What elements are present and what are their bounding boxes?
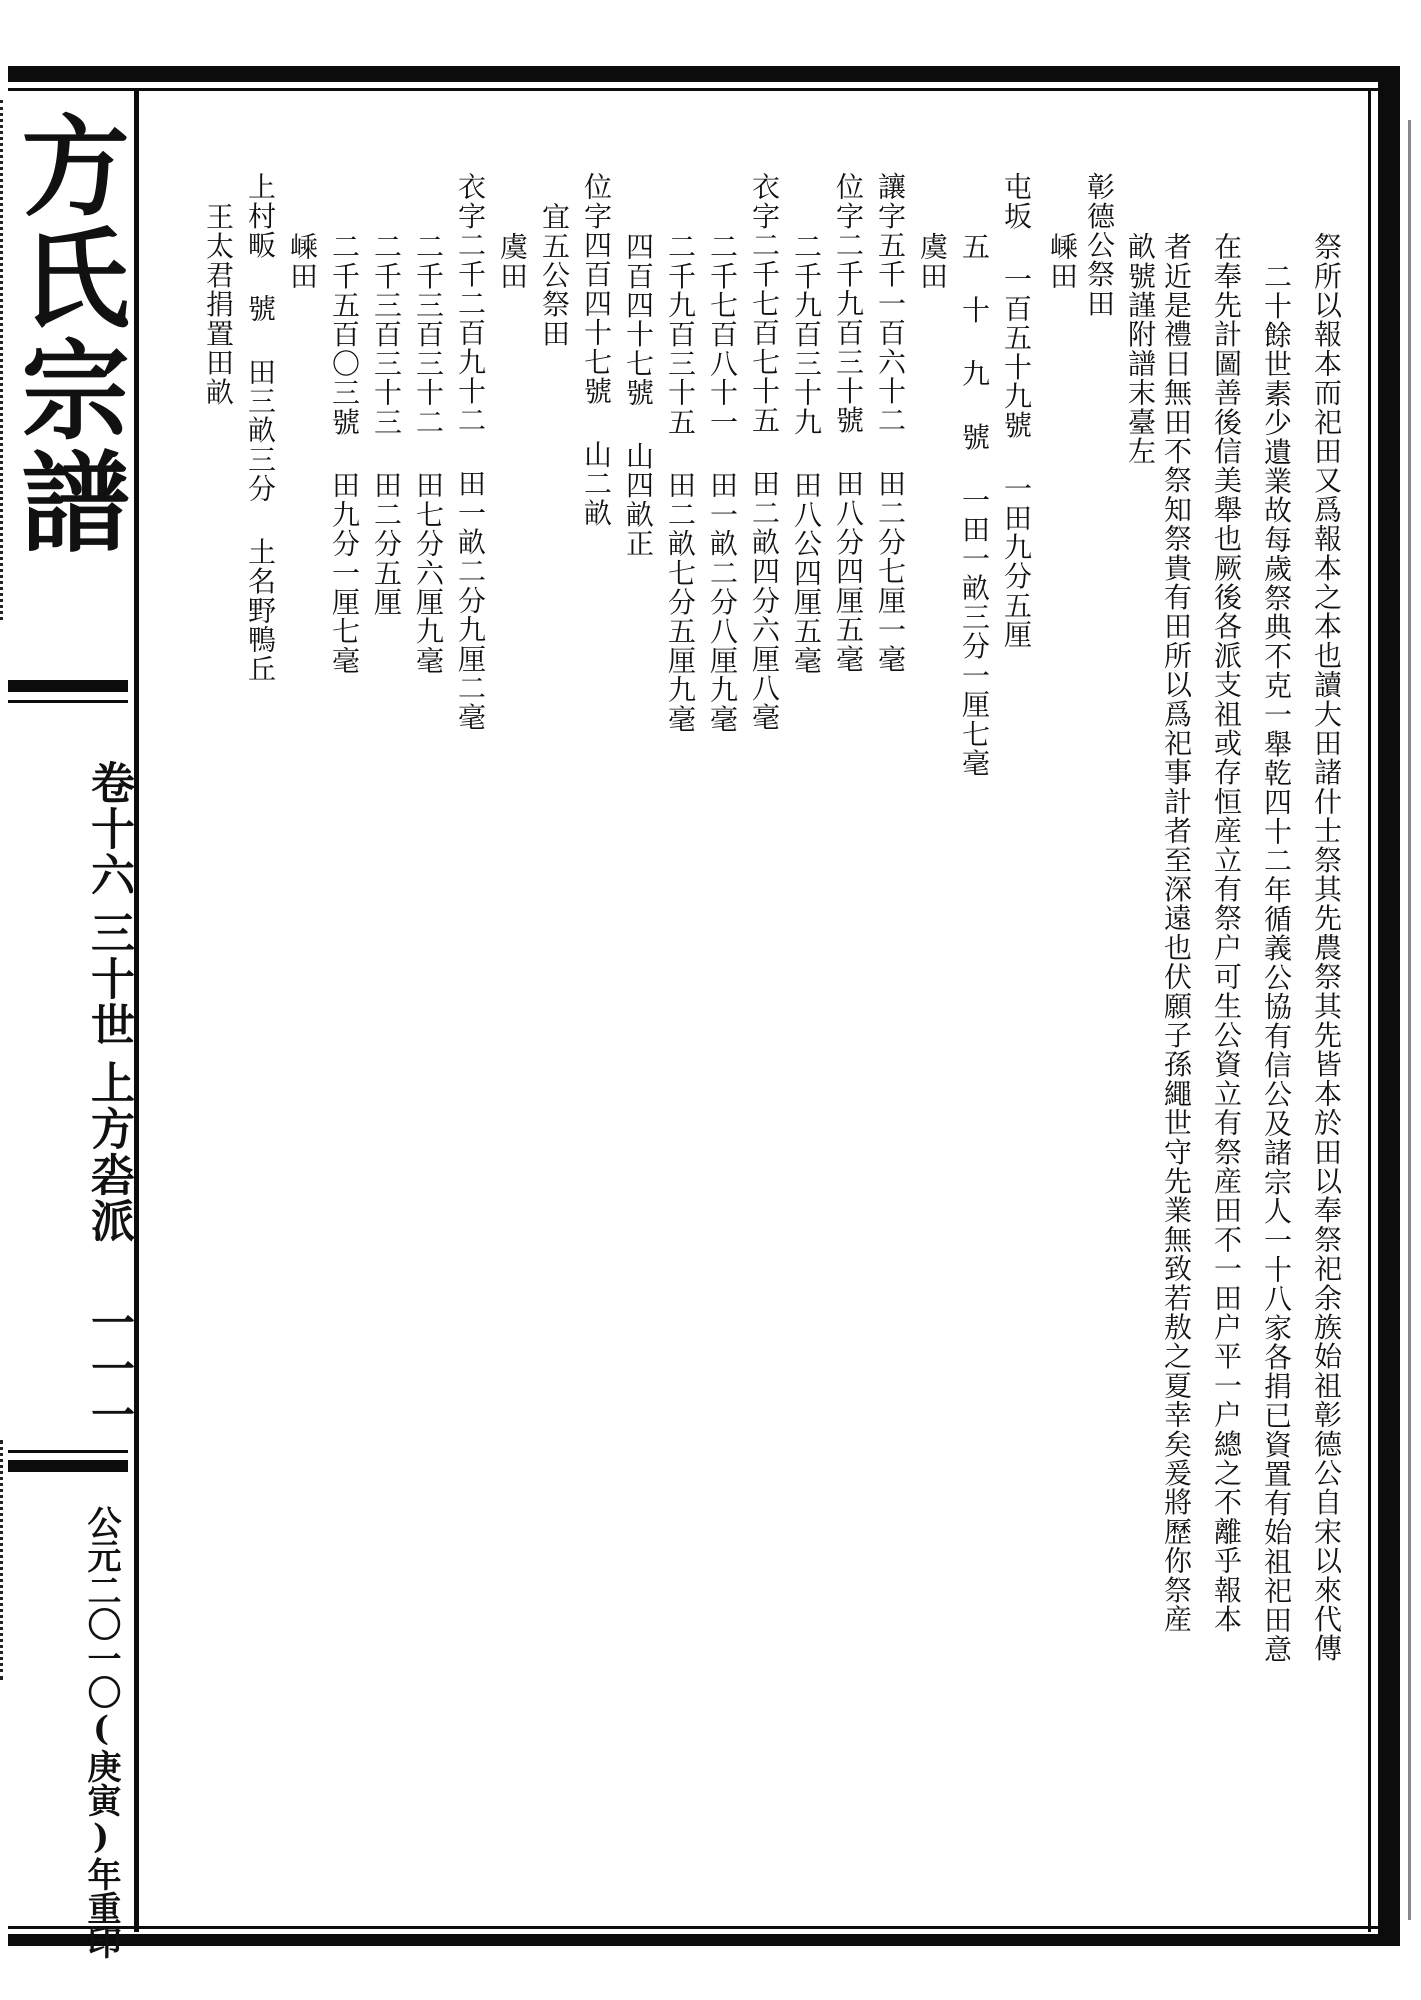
side-panel-divider [134,88,139,1932]
title-separator-bar [8,680,128,692]
ledger-entry: 四百四十七號 山四畝正 [622,232,655,559]
ledger-entry: 上村畈 號 田三畝三分 土名野鴨丘 [244,172,277,684]
ledger-entry: 衣字二千七百七十五 田二畝四分六厘八毫 [748,172,781,732]
ledger-region: 嵊田 [286,232,319,291]
ledger-donor-note: 王太君捐置田畝 [202,202,235,407]
scan-edge-left-lower [0,1440,9,1680]
title-separator-thin [8,700,128,703]
right-border [1378,66,1400,1946]
ledger-entry: 二千九百三十五 田二畝七分五厘九毫 [664,232,697,734]
ledger-region: 虞田 [916,232,949,291]
page-number: 一一一 [83,1300,134,1438]
page-separator-thin [8,1450,128,1453]
generation-label: 三十世 [83,910,134,1048]
preface-col-4: 者近是禮日無田不祭知祭貴有田所以爲祀事計者至深遠也伏願子孫繩世守先業無致若敖之夏幸矣爰將歷你祭産 [1160,232,1193,1634]
ledger-entry: 二千五百〇三號 田九分一厘七毫 [328,232,361,675]
branch-label: 上方沯派 [83,1060,134,1244]
ledger-region: 嵊田 [1046,232,1079,291]
ledger-entry: 五 十 九 號 一田一畝三分一厘七毫 [958,232,991,778]
ledger-entry: 屯坂 一百五十九號 一田九分五厘 [1000,172,1033,650]
ledger-entry: 讓字五千一百六十二 田二分七厘一毫 [874,172,907,674]
genealogy-title: 方氏宗譜 [3,110,129,558]
reprint-note: 公元二〇一〇(庚寅)年重印 [81,1505,121,1959]
preface-col-3: 在奉先計圖善後信美舉也厥後各派支祖或存恒産立有祭户可生公資立有祭産田不一田户平一户總之不離乎報本 [1210,232,1243,1634]
volume-label: 卷十六 [83,760,134,898]
bottom-border-thin [8,1926,1392,1929]
right-border-thin [1368,88,1371,1932]
ledger-entry: 位字二千九百三十號 田八分四厘五毫 [832,172,865,674]
ledger-heading-zhangde: 彰德公祭田 [1083,172,1116,318]
top-border [8,66,1400,82]
ledger-entry: 衣字二千二百九十二 田一畝二分九厘二毫 [454,172,487,732]
ledger-entry: 二千九百三十九 田八公四厘五毫 [790,232,823,675]
ledger-entry: 二千七百八十一 田一畝二分八厘九毫 [706,232,739,734]
preface-col-1: 祭所以報本而祀田又爲報本之本也讀大田諸什士祭其先農祭其先皆本於田以奉祭祀余族始祖彰德公自宋以來代傳 [1310,232,1343,1663]
preface-col-5: 畝號謹附譜末臺左 [1124,232,1157,466]
ledger-entry: 位字四百四十七號 山二畝 [580,172,613,528]
ledger-region: 虞田 [496,232,529,291]
preface-col-2: 二十餘世素少遺業故每歲祭典不克一舉乾四十二年循義公協有信公及諸宗人一十八家各捐已資置有始祖祀田意 [1260,262,1293,1664]
ledger-entry: 二千三百三十三 田二分五厘 [370,232,403,617]
bottom-border [8,1934,1400,1946]
ledger-entry: 二千三百三十二 田七分六厘九毫 [412,232,445,675]
top-border-thin [8,88,1392,91]
ledger-heading-yiwu: 宜五公祭田 [538,202,571,348]
page-separator-bar [8,1460,128,1472]
scan-edge-right [1408,120,1411,1920]
